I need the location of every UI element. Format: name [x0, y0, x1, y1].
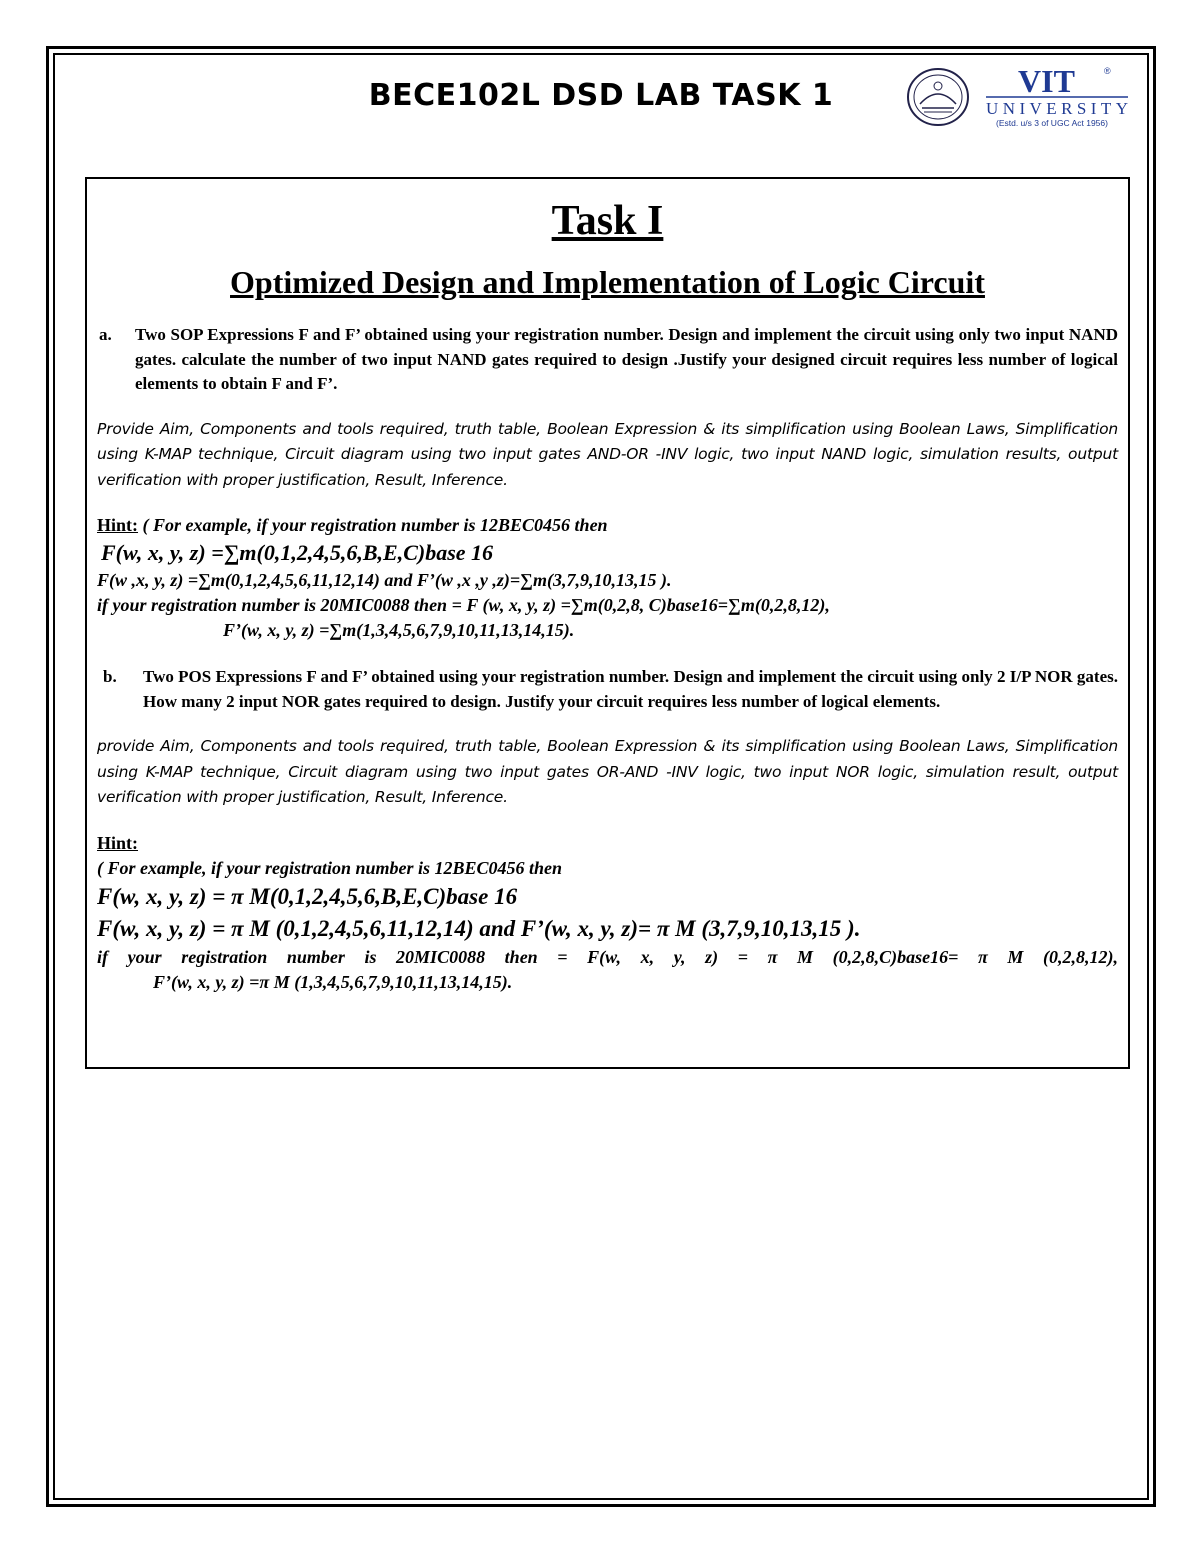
part-b-expr-1: F(w, x, y, z) = π M(0,1,2,4,5,6,B,E,C)base 16: [97, 883, 518, 909]
logo-tagline: (Estd. u/s 3 of UGC Act 1956): [996, 118, 1108, 128]
part-a-hint: [97, 513, 1118, 643]
logo-sub: UNIVERSITY: [986, 99, 1128, 118]
part-b-text: Two POS Expressions F and F’ obtained using your registration number. Design and implement the circuit using only 2 I/P NOR gates. How many 2 input NOR gates required to design. Justify your circuit requires less number of logical elements.: [143, 667, 1118, 711]
header-title: BECE102L DSD LAB TASK 1: [368, 78, 834, 113]
part-b-expr-3: if your registration number is 20MIC0088 then = F(w, x, y, z) = π M (0,2,8,C)base16= π M (0,2,8,12),: [97, 946, 1118, 967]
document-header: [53, 60, 1149, 150]
vit-logo: [906, 64, 1131, 130]
part-a-expr-3: if your registration number is 20MIC0088 then = F (w, x, y, z) =∑m(0,2,8, C)base16=∑m(0,2,8,12),: [97, 595, 830, 615]
part-a-letter: a.: [99, 325, 112, 344]
part-a-text: Two SOP Expressions F and F’ obtained using your registration number. Design and implement the circuit using only two input NAND gates. calculate the number of two input NAND gates required to design .Justify your designed circuit requires less number of logical elements to obtain F and F’.: [135, 325, 1118, 393]
task-subtitle: Optimized Design and Implementation of Logic Circuit: [230, 264, 985, 300]
part-b-expr-4: F’(w, x, y, z) =π M (1,3,4,5,6,7,9,10,11,13,14,15).: [153, 971, 513, 992]
part-a-question: [97, 323, 1118, 397]
part-b-note: provide Aim, Components and tools required, truth table, Boolean Expression & its simplification using Boolean Laws, Simplification using K-MAP technique, Circuit diagram using two input gates OR-AND -INV logic, two input NOR logic, simulation result, output verification with proper justification, Result, Inference.: [97, 737, 1118, 806]
part-b-question: [97, 665, 1118, 714]
part-a-hint-intro: ( For example, if your registration number is 12BEC0456 then: [138, 515, 608, 535]
part-a-expr-1: F(w, x, y, z) =∑m(0,1,2,4,5,6,B,E,C)base 16: [101, 540, 494, 565]
part-b-expr-2: F(w, x, y, z) = π M (0,1,2,4,5,6,11,12,14) and F’(w, x, y, z)= π M (3,7,9,10,13,15 ).: [97, 915, 861, 941]
part-a-expr-2: F(w ,x, y, z) =∑m(0,1,2,4,5,6,11,12,14) and F’(w ,x ,y ,z)=∑m(3,7,9,10,13,15 ).: [97, 570, 672, 590]
part-b-hint: [97, 831, 1118, 995]
part-b-hint-label: Hint:: [97, 832, 139, 853]
part-a-note: Provide Aim, Components and tools required, truth table, Boolean Expression & its simplification using Boolean Laws, Simplification using K-MAP technique, Circuit diagram using two input gates AND-OR -INV logic, two input NAND logic, simulation results, output verification with proper justification, Result, Inference.: [97, 419, 1118, 489]
logo-brand: VIT: [1018, 64, 1075, 99]
part-a-expr-4: F’(w, x, y, z) =∑m(1,3,4,5,6,7,9,10,11,13,14,15).: [223, 620, 575, 640]
logo-registered-mark: ®: [1104, 66, 1111, 76]
part-a-hint-label: Hint:: [97, 515, 139, 535]
part-b-letter: b.: [103, 667, 117, 686]
task-box: [85, 177, 1130, 1069]
university-seal-icon: [908, 69, 968, 125]
task-title: Task I: [551, 198, 664, 244]
part-b-hint-intro: ( For example, if your registration number is 12BEC0456 then: [97, 857, 563, 878]
